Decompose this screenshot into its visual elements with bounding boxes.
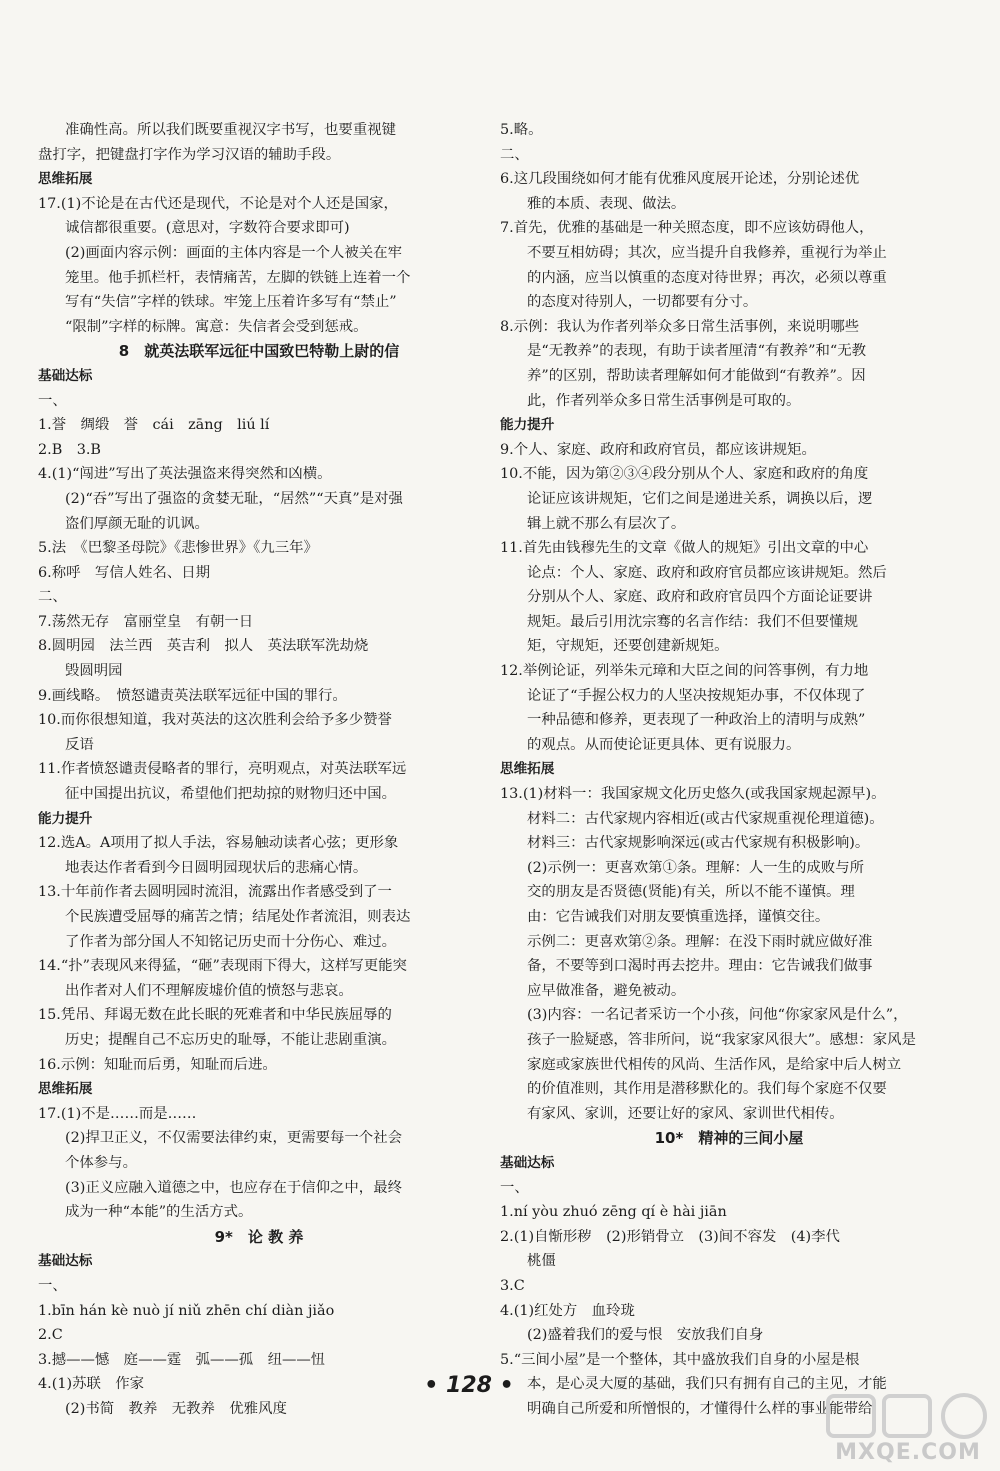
text-line: 交的朋友是否贤德(贤能)有关，所以不能不谨慎。理 (527, 884, 855, 901)
text-line: 1.誉 绸缎 誉 cái zāng liú lí (38, 417, 270, 434)
text-line: 17.(1)不是……而是…… (38, 1105, 197, 1122)
lesson-title: 10* 精神的三间小屋 (654, 1129, 804, 1148)
text-line: 5.法 《巴黎圣母院》《悲惨世界》《九三年》 (38, 540, 318, 557)
text-line: 矩，守规矩，还要创建新规矩。 (527, 638, 729, 655)
watermark-text: MXQE.COM (835, 1440, 981, 1465)
text-line: (2)书简 教养 无教养 优雅风度 (65, 1400, 287, 1417)
text-line: 示例二：更喜欢第②条。理解：在没下雨时就应做好准 (527, 933, 873, 950)
text-line: 5.略。 (500, 122, 543, 138)
text-line: 笼里。他手抓栏杆，表情痛苦，左脚的铁链上连着一个 (65, 269, 411, 286)
text-line: 个体参与。 (65, 1154, 137, 1171)
text-line: 此，作者列举众多日常生活事例是可取的。 (527, 392, 801, 409)
text-line: 是“无教养”的表现，有助于读者厘清“有教养”和“无教 (527, 343, 866, 360)
text-line: (2)盛着我们的爱与恨 安放我们自身 (527, 1327, 764, 1344)
text-line: (2)画面内容示例：画面的主体内容是一个人被关在牢 (65, 244, 402, 261)
text-line: 的态度对待别人，一切都要有分寸。 (527, 294, 758, 311)
text-line: 3.C (500, 1277, 525, 1294)
text-line: 本，是心灵大厦的基础，我们只有拥有自己的主见，才能 (527, 1376, 887, 1393)
text-line: 12.选A。A项用了拟人手法，容易触动读者心弦；更形象 (38, 835, 399, 852)
section-heading: 思维拓展 (38, 1081, 93, 1098)
text-line: 地表达作者看到今日圆明园现状后的悲痛心情。 (65, 859, 368, 876)
text-line: (2)捍卫正义，不仅需要法律约束，更需要每一个社会 (65, 1130, 402, 1147)
text-line: 6.这几段围绕如何才能有优雅风度展开论述，分别论述优 (500, 171, 860, 188)
text-line: 养”的区别，帮助读者理解如何才能做到“有教养”。因 (527, 367, 866, 384)
text-line: 雅的本质、表现、做法。 (527, 195, 686, 212)
text-line: 规矩。最后引用沈宗骞的名言作结：我们不但要懂规 (527, 613, 858, 630)
text-line: 成为一种“本能”的生活方式。 (65, 1204, 253, 1221)
text-line: 一、 (38, 392, 67, 409)
text-line: 4.(1)红处方 血玲珑 (500, 1302, 635, 1319)
left-column (38, 118, 480, 1421)
text-line: 的观点。从而使论证更具体、更有说服力。 (527, 736, 801, 753)
text-line: 二、 (38, 589, 67, 606)
text-line: 备，不要等到口渴时再去挖井。理由：它告诫我们做事 (527, 958, 873, 975)
text-line: 不要互相妨碍；其次，应当提升自我修养，重视行为举止 (527, 244, 887, 261)
text-line: 11.作者愤怒谴责侵略者的罪行，亮明观点，对英法联军远 (38, 761, 407, 778)
text-line: 应早做准备，避免被动。 (527, 982, 686, 999)
lesson-title: 9* 论 教 养 (214, 1227, 304, 1246)
text-line: 5.“三间小屋”是一个整体，其中盛放我们自身的小屋是根 (500, 1351, 860, 1368)
text-line: 了作者为部分国人不知铭记历史而十分伤心、难过。 (65, 933, 396, 950)
section-heading: 思维拓展 (500, 761, 555, 778)
text-line: 10.而你很想知道，我对英法的这次胜利会给予多少赞誉 (38, 712, 392, 729)
text-line: “限制”字样的标牌。寓意：失信者会受到惩戒。 (65, 318, 368, 335)
text-line: 由：它告诫我们对朋友要慎重选择，谨慎交往。 (527, 909, 830, 925)
text-line: 历史；提醒自己不忘历史的耻辱，不能让悲剧重演。 (65, 1031, 396, 1048)
section-heading: 基础达标 (38, 1253, 93, 1270)
text-line: (2)“吞”写出了强盗的贪婪无耻，“居然”“天真”是对强 (65, 490, 403, 507)
text-line: 一种品德和修养，更表现了一种政治上的清明与成熟” (527, 712, 866, 729)
text-line: 13.(1)材料一：我国家规文化历史悠久(或我国家规起源早)。 (500, 786, 886, 803)
text-line: 孩子一脸疑惑，答非所问，说“我家家风很大”。感想：家风是 (527, 1031, 916, 1048)
text-line: 14.“扑”表现风来得猛，“砸”表现雨下得大，这样写更能突 (38, 958, 407, 975)
text-line: 论点：个人、家庭、政府和政府官员都应该讲规矩。然后 (527, 564, 887, 581)
text-line: 一、 (38, 1277, 67, 1294)
text-line: 2.C (38, 1327, 63, 1344)
text-line: 准确性高。所以我们既要重视汉字书写，也要重视键 (65, 122, 396, 138)
text-line: 的价值准则，其作用是潜移默化的。我们每个家庭不仅要 (527, 1081, 887, 1098)
section-heading: 基础达标 (500, 1154, 555, 1171)
text-line: 11.首先由钱穆先生的文章《做人的规矩》引出文章的中心 (500, 540, 869, 557)
text-line: (3)正义应融入道德之中，也应存在于信仰之中，最终 (65, 1179, 402, 1196)
text-line: 2.B 3.B (38, 441, 102, 458)
text-line: 15.凭吊、拜谒无数在此长眠的死难者和中华民族屈辱的 (38, 1007, 392, 1024)
text-line: 材料三：古代家规影响深远(或古代家规有积极影响)。 (527, 835, 870, 852)
text-line: 征中国提出抗议，希望他们把劫掠的财物归还中国。 (65, 786, 396, 803)
text-line: 4.(1)“闯进”写出了英法强盗来得突然和凶横。 (38, 466, 332, 483)
section-heading: 能力提升 (500, 417, 555, 434)
text-line: 诚信都很重要。(意思对，字数符合要求即可) (65, 220, 350, 237)
text-line: 7.荡然无存 富丽堂皇 有朝一日 (38, 613, 254, 630)
page-number: • 128 • (424, 1373, 514, 1398)
text-line: 写有“失信”字样的铁球。牢笼上压着许多写有“禁止” (65, 294, 397, 311)
text-line: 二、 (500, 146, 529, 163)
text-line: 10.不能，因为第②③④段分别从个人、家庭和政府的角度 (500, 466, 869, 483)
text-line: 分别从个人、家庭、政府和政府官员四个方面论证要讲 (527, 589, 873, 606)
text-line: 8.示例：我认为作者列举众多日常生活事例，来说明哪些 (500, 318, 860, 335)
text-line: 9.画线略。 愤怒谴责英法联军远征中国的罪行。 (38, 687, 347, 704)
text-line: (3)内容：一名记者采访一个小孩，问他“你家家风是什么”， (527, 1007, 908, 1024)
lesson-title: 8 就英法联军远征中国致巴特勒上尉的信 (118, 342, 400, 361)
text-line: 盘打字，把键盘打字作为学习汉语的辅助手段。 (38, 146, 341, 163)
text-line: 毁圆明园 (65, 663, 123, 680)
text-line: 8.圆明园 法兰西 英吉利 拟人 英法联军洗劫烧 (38, 638, 369, 655)
text-line: 个民族遭受屈辱的痛苦之情；结尾处作者流泪，则表达 (65, 909, 411, 925)
text-line: 出作者对人们不理解废墟价值的愤怒与悲哀。 (65, 982, 353, 999)
text-line: 桃僵 (527, 1253, 556, 1270)
text-line: 反语 (65, 736, 94, 753)
text-line: 13.十年前作者去圆明园时流泪，流露出作者感受到了一 (38, 884, 392, 901)
text-line: 9.个人、家庭、政府和政府官员，都应该讲规矩。 (500, 441, 816, 458)
text-line: 的内涵，应当以慎重的态度对待世界；再次，必须以尊重 (527, 269, 887, 286)
text-line: 12.举例论证，列举朱元璋和大臣之间的问答事例，有力地 (500, 663, 869, 680)
text-line: 16.示例：知耻而后勇，知耻而后进。 (38, 1056, 277, 1073)
text-line: 7.首先，优雅的基础是一种关照态度，即不应该妨碍他人， (500, 220, 874, 237)
text-line: 明确自己所爱和所憎恨的，才懂得什么样的事业能带给 (527, 1400, 873, 1417)
right-column (500, 118, 958, 1421)
text-line: 17.(1)不论是在古代还是现代，不论是对个人还是国家， (38, 195, 398, 212)
text-line: 论证了“手握公权力的人坚决按规矩办事，不仅体现了 (527, 687, 866, 704)
text-line: 辑上就不那么有层次了。 (527, 515, 686, 532)
text-line: 3.撼——憾 庭——霆 弧——孤 纽——忸 (38, 1351, 326, 1368)
text-line: 2.(1)自惭形秽 (2)形销骨立 (3)间不容发 (4)李代 (500, 1228, 840, 1245)
section-heading: 能力提升 (38, 810, 93, 827)
text-line: (2)示例一：更喜欢第①条。理解：人一生的成败与所 (527, 859, 864, 876)
section-heading: 思维拓展 (38, 171, 93, 188)
text-line: 论证应该讲规矩，它们之间是递进关系，调换以后，逻 (527, 490, 873, 507)
text-line: 家庭或家族世代相传的风尚、生活作风，是给家中后人树立 (527, 1056, 902, 1073)
text-line: 4.(1)苏联 作家 (38, 1376, 145, 1393)
text-line: 有家风、家训，还要让好的家风、家训世代相传。 (527, 1105, 844, 1122)
text-line: 一、 (500, 1179, 529, 1196)
text-line: 6.称呼 写信人姓名、日期 (38, 564, 211, 581)
section-heading: 基础达标 (38, 367, 93, 384)
page-number-value: 128 (446, 1373, 492, 1398)
text-line: 1.bīn hán kè nuò jí niǔ zhēn chí diàn jiǎo (38, 1302, 335, 1319)
text-line: 盗们厚颜无耻的讥讽。 (65, 515, 209, 532)
text-line: 材料二：古代家规内容相近(或古代家规重视伦理道德)。 (527, 810, 884, 827)
text-line: 1.ní yòu zhuó zēng qí è hài jiān (500, 1204, 727, 1221)
